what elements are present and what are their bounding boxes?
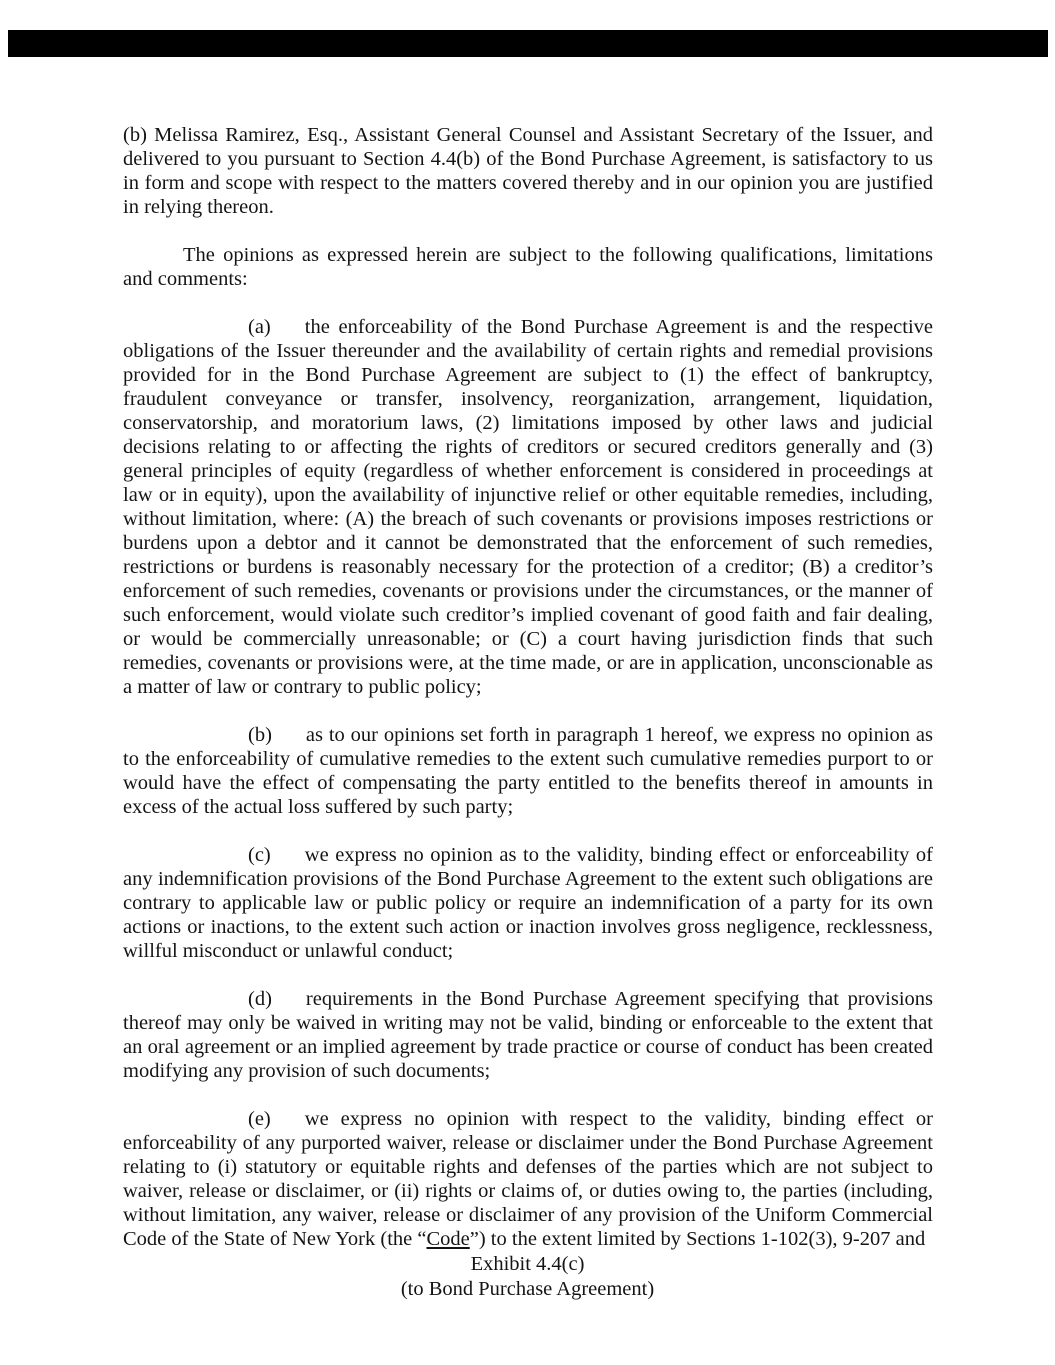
paragraph-e-label: (e) bbox=[248, 1108, 271, 1130]
paragraph-c-body: we express no opinion as to the validity, binding effect or enforceability of any indemnification provisions of the Bond Purchase Agreement to the extent such obligations are contrary to applicable law or public policy or require an indemnification of a party for its own actions or inactions, to the extent such action or inaction involves gross negligence, recklessness, willful misconduct or unlawful conduct; bbox=[123, 844, 933, 962]
scan-artifact-bar bbox=[8, 30, 1048, 57]
exhibit-footer-line2: (to Bond Purchase Agreement) bbox=[400, 1278, 655, 1300]
paragraph-d-body: requirements in the Bond Purchase Agreement specifying that provisions thereof may only be waived in writing may not be valid, binding or enforceable to the extent that an oral agreement or an implied agreement by trade practice or course of conduct has been created modifying any provision of such documents; bbox=[123, 988, 933, 1082]
paragraph-b-label: (b) bbox=[248, 724, 272, 746]
paragraph-e-body-post: ”) to the extent limited by Sections 1-102(3), 9-207 and bbox=[469, 1228, 926, 1250]
paragraph-a-body: the enforceability of the Bond Purchase Agreement is and the respective obligations of the Issuer thereunder and the availability of certain rights and remedial provisions provided for in the Bond Purchase Agreement are subject to (1) the effect of bankruptcy, fraudulent conveyance or transfer, insolvency, reorganization, arrangement, liquidation, conservatorship, and moratorium laws, (2) limitations imposed by other laws and judicial decisions relating to or affecting the rights of creditors or secured creditors generally and (3) general principles of equity (regardless of whether enforcement is considered in proceedings at law or in equity), upon the availability of injunctive relief or other equitable remedies, including, without limitation, where: (A) the breach of such covenants or provisions imposes restrictions or burdens upon a debtor and it cannot be demonstrated that the enforcement of such remedies, restrictions or burdens is reasonably necessary for the protection of a creditor; (B) a creditor’s enforcement of such remedies, covenants or provisions under the circumstances, or the manner of such enforcement, would violate such creditor’s implied covenant of good faith and fair dealing, or would be commercially unreasonable; or (C) a court having jurisdiction finds that such remedies, covenants or provisions were, at the time made, or are in application, unconscionable as a matter of law or contrary to public policy; bbox=[123, 316, 933, 698]
paragraph-d-label: (d) bbox=[248, 988, 272, 1010]
exhibit-footer bbox=[0, 1252, 1055, 1302]
paragraph-e bbox=[123, 1107, 933, 1251]
paragraph-d bbox=[123, 987, 933, 1083]
document-body bbox=[123, 123, 933, 1275]
paragraph-a bbox=[123, 315, 933, 699]
paragraph-b-body: as to our opinions set forth in paragraph 1 hereof, we express no opinion as to the enforceability of cumulative remedies to the extent such cumulative remedies purport to or would have the effect of compensating the party entitled to the benefits thereof in amounts in excess of the actual loss suffered by such party; bbox=[123, 724, 933, 818]
paragraph-c-label: (c) bbox=[248, 844, 271, 866]
paragraph-intro: (b) Melissa Ramirez, Esq., Assistant General Counsel and Assistant Secretary of the Issuer, and delivered to you pursuant to Section 4.4(b) of the Bond Purchase Agreement, is satisfactory to us in form and scope with respect to the matters covered thereby and in our opinion you are justified in relying thereon. bbox=[123, 124, 933, 218]
paragraph-e-body-pre: we express no opinion with respect to the validity, binding effect or enforceability of any purported waiver, release or disclaimer under the Bond Purchase Agreement relating to (i) statutory or equitable rights and defenses of the parties which are not subject to waiver, release or disclaimer, or (ii) rights or claims of, or duties owing to, the parties (including, without limitation, any waiver, release or disclaimer of any provision of the Uniform Commercial Code of the State of New York (the “ bbox=[123, 1108, 933, 1250]
paragraph-qualifications-lead: The opinions as expressed herein are subject to the following qualifications, limitations and comments: bbox=[123, 244, 933, 290]
paragraph-a-label: (a) bbox=[248, 316, 271, 338]
paragraph-b bbox=[123, 723, 933, 819]
paragraph-c bbox=[123, 843, 933, 963]
code-defined-term: Code bbox=[426, 1228, 470, 1250]
exhibit-footer-line1: Exhibit 4.4(c) bbox=[470, 1253, 585, 1275]
